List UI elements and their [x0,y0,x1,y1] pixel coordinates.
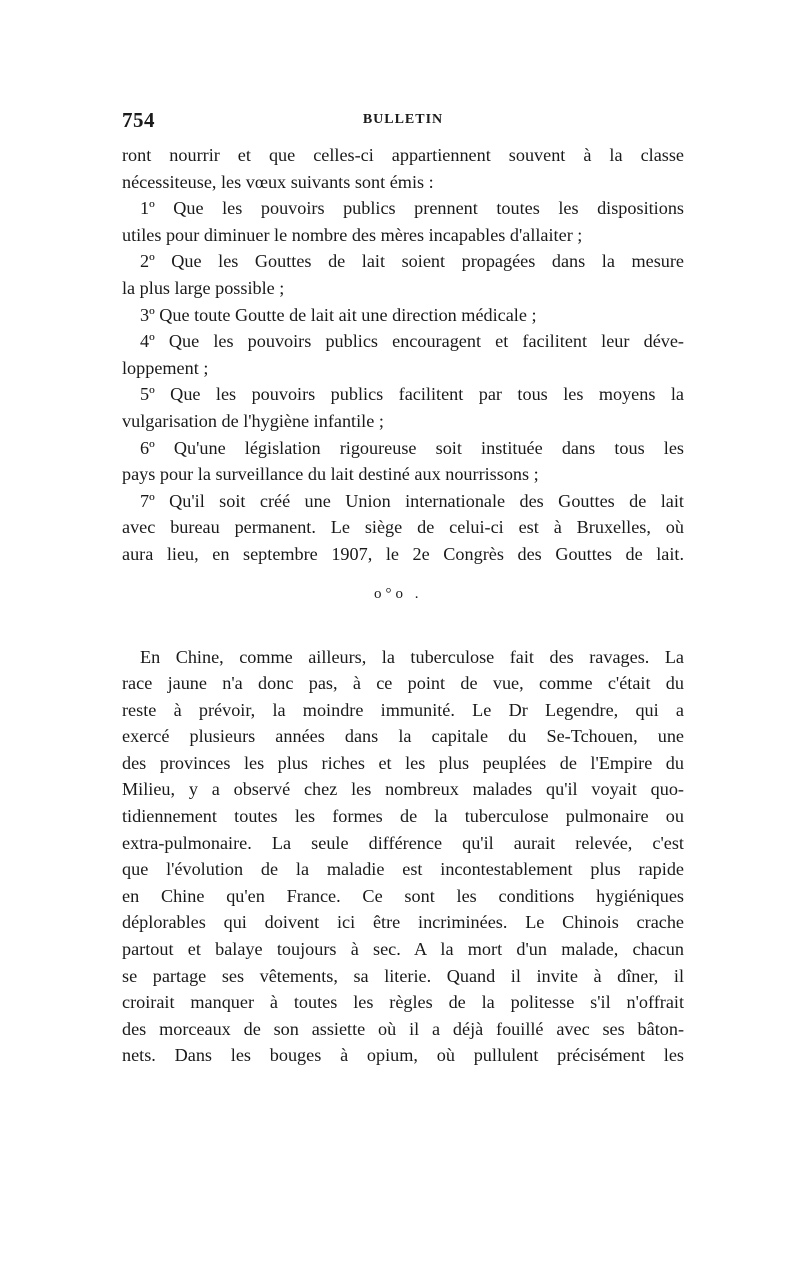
text-line: 6º Qu'une législation rigoureuse soit instituée dans tous les [140,437,684,458]
text-line: 1º Que les pouvoirs publics prennent toutes les dispositions [140,198,684,219]
page-number: 754 [122,108,155,132]
text-line: reste à prévoir, la moindre immunité. Le Dr Legendre, qui a [122,699,684,720]
text-line: tidiennement toutes les formes de la tuberculose pulmonaire ou [122,806,684,827]
text-line: que l'évolution de la maladie est incontestablement plus rapide [122,859,684,880]
running-head: BULLETIN [362,112,444,127]
text-line: en Chine qu'en France. Ce sont les conditions hygiéniques [122,885,684,906]
text-line: 4º Que les pouvoirs publics encouragent et facilitent leur déve- [140,331,684,352]
text-line: extra-pulmonaire. La seule différence qu'il aurait relevée, c'est [122,832,684,853]
text-line: déplorables qui doivent ici être incriminées. Le Chinois crache [122,912,684,933]
text-line: loppement ; [122,357,209,378]
text-line: avec bureau permanent. Le siège de celui-ci est à Bruxelles, où [122,517,684,538]
text-line: se partage ses vêtements, sa literie. Quand il invite à dîner, il [122,965,684,986]
text-line: partout et balaye toujours à sec. A la mort d'un malade, chacun [122,939,684,960]
text-line: des morceaux de son assiette où il a déjà fouillé avec ses bâton- [122,1018,684,1039]
text-line: 2º Que les Gouttes de lait soient propagées dans la mesure [140,251,684,272]
text-line: nets. Dans les bouges à opium, où pullulent précisément les [122,1045,684,1066]
text-line: exercé plusieurs années dans la capitale du Se-Tchouen, une [122,726,684,747]
document-page [122,108,684,1069]
text-line: 3º Que toute Goutte de lait ait une direction médicale ; [140,304,537,325]
paragraph-tuberculosis-china [122,644,684,1070]
text-line: vulgarisation de l'hygiène infantile ; [122,410,384,431]
asterism-mark: o°o . [374,585,423,602]
text-line: nécessiteuse, les vœux suivants sont émis : [122,171,434,192]
text-line: des provinces les plus riches et les plus peuplées de l'Empire du [122,752,684,773]
paragraph-resolutions [122,142,684,568]
text-line: ront nourrir et que celles-ci appartiennent souvent à la classe [122,145,684,165]
text-line: 5º Que les pouvoirs publics facilitent par tous les moyens la [140,384,684,405]
text-line: 7º Qu'il soit créé une Union internationale des Gouttes de lait [140,490,684,511]
text-line: la plus large possible ; [122,277,285,298]
text-line: Milieu, y a observé chez les nombreux malades qu'il voyait quo- [122,779,684,800]
text-line: utiles pour diminuer le nombre des mères incapables d'allaiter ; [122,224,583,245]
text-line: aura lieu, en septembre 1907, le 2e Congrès des Gouttes de lait. [122,543,684,564]
text-line: pays pour la surveillance du lait destiné aux nourrissons ; [122,464,539,485]
page-header [122,108,684,142]
text-line: race jaune n'a donc pas, à ce point de vue, comme c'était du [122,673,684,694]
text-line: croirait manquer à toutes les règles de la politesse s'il n'offrait [122,992,684,1013]
text-line: En Chine, comme ailleurs, la tuberculose fait des ravages. La [140,646,684,667]
section-separator [122,568,684,644]
